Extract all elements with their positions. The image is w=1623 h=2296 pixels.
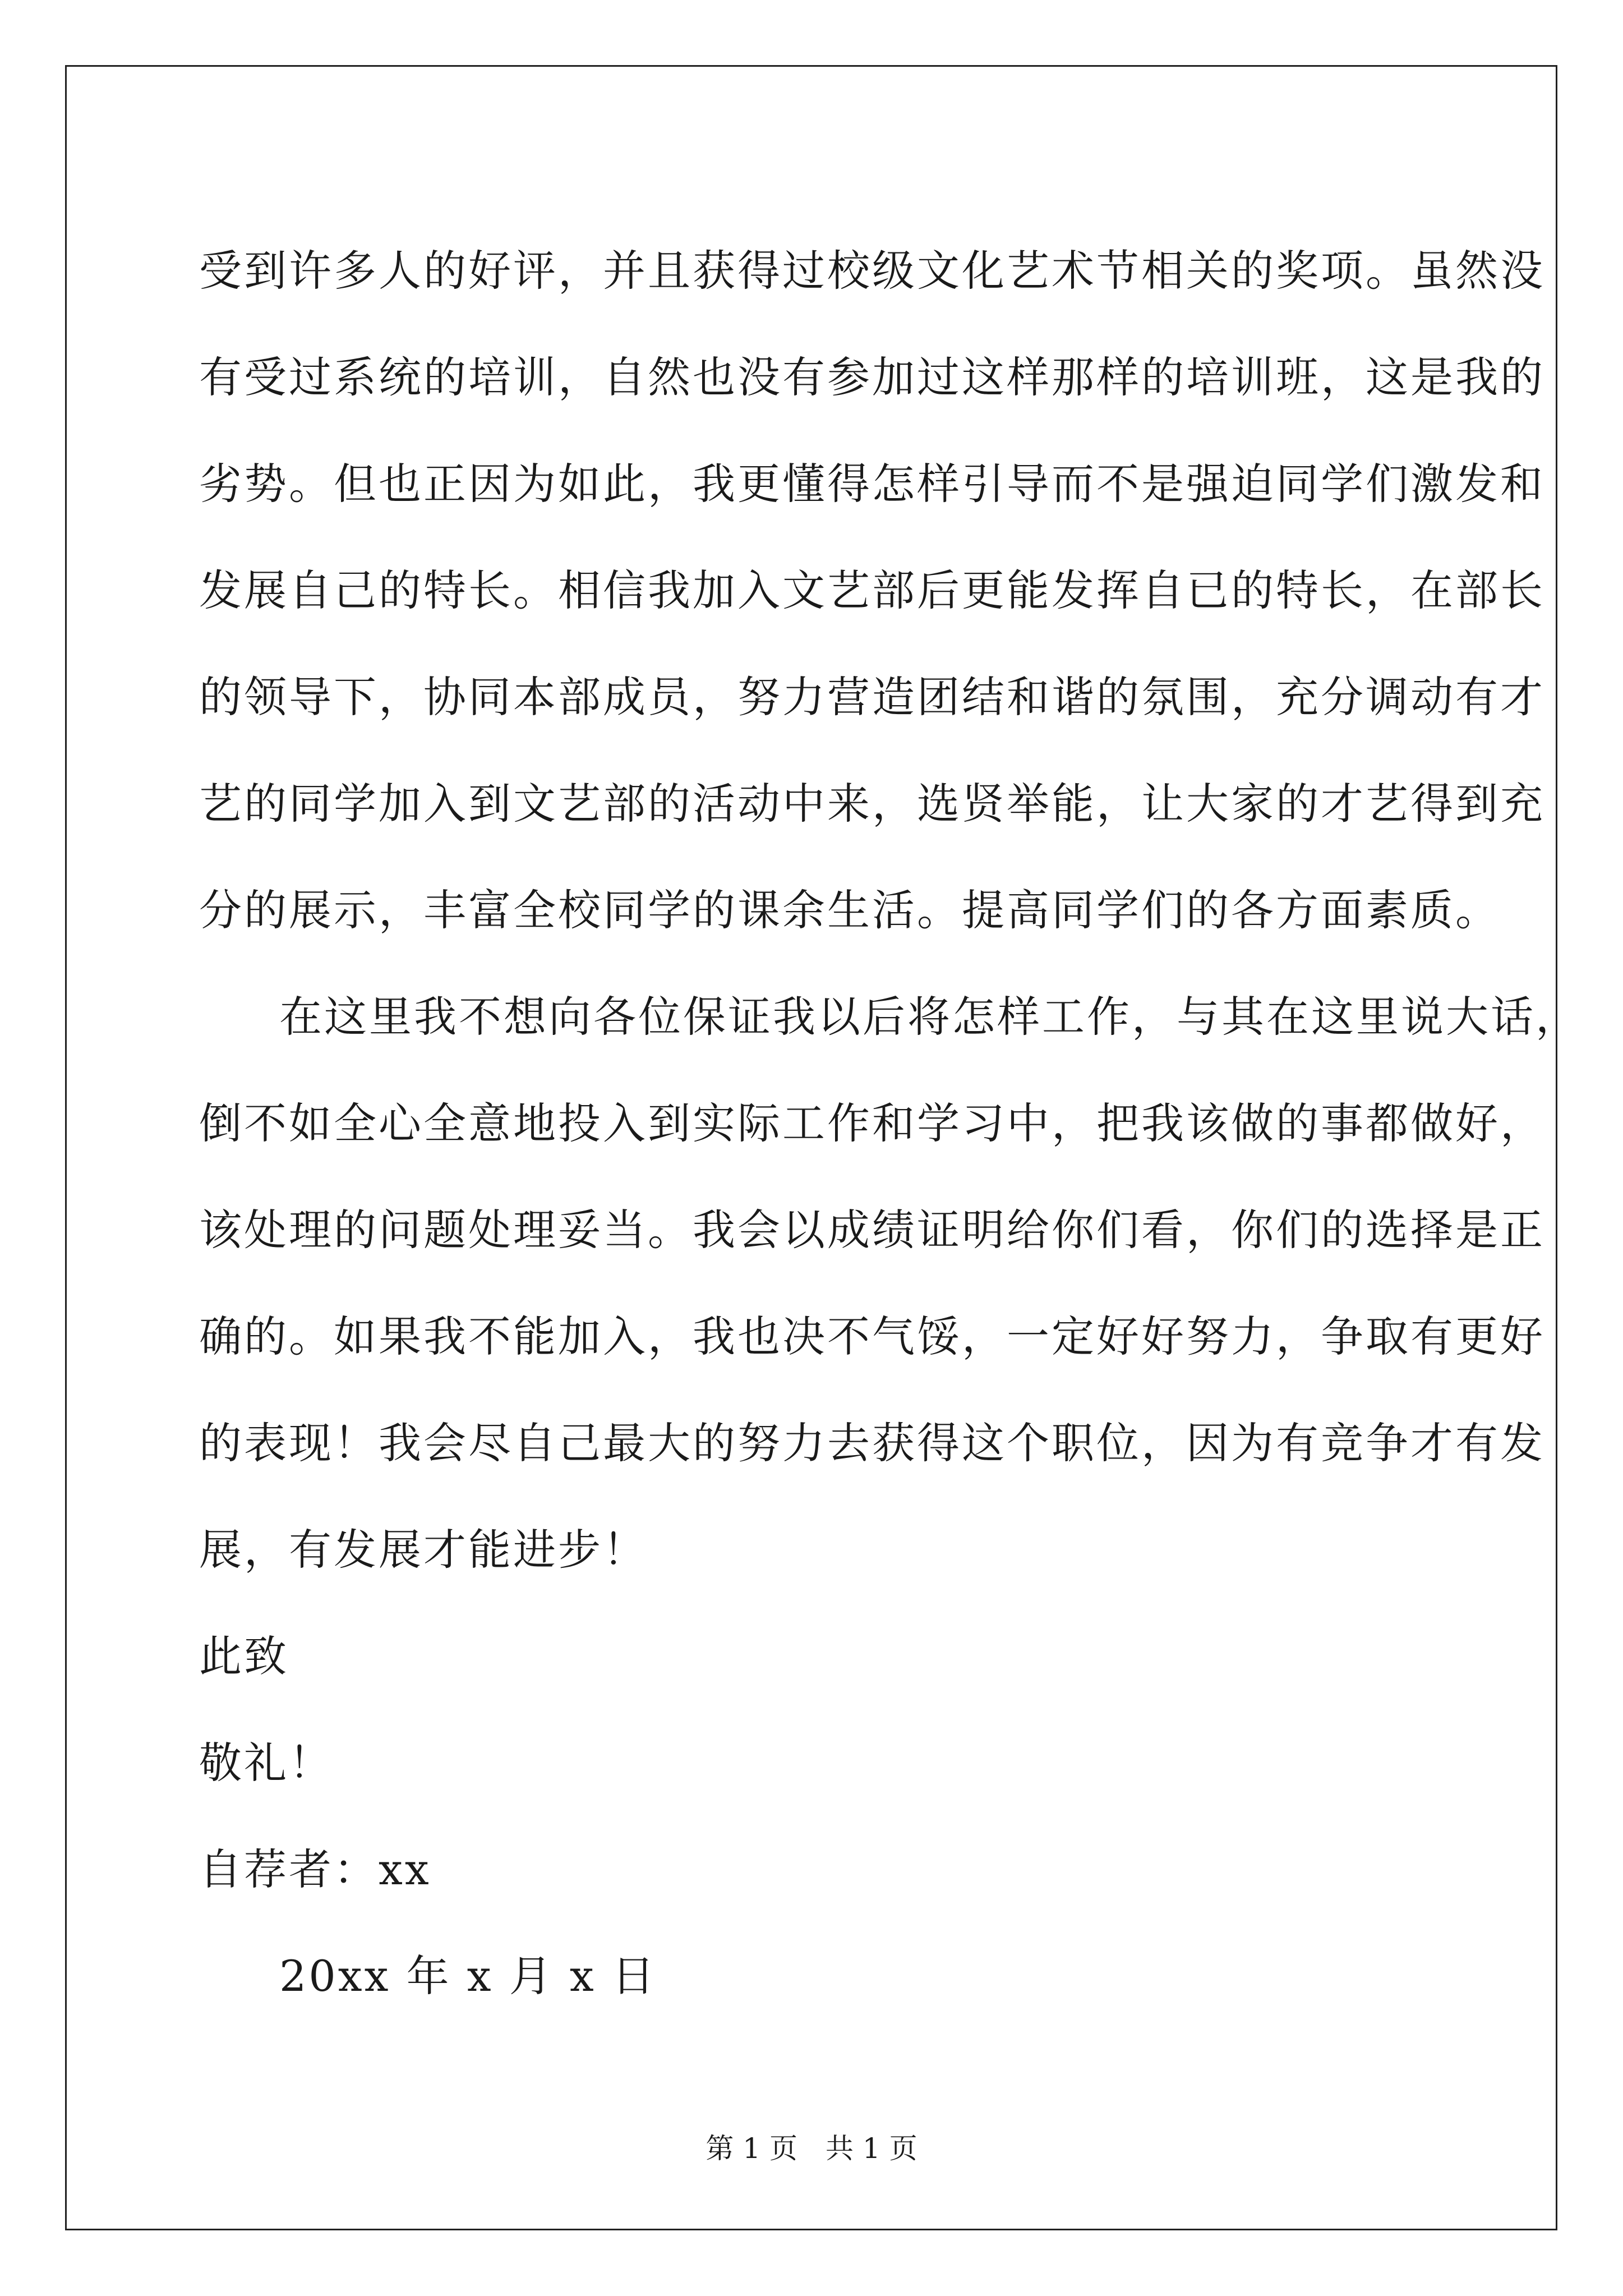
- closing: 此致: [199, 1631, 289, 1681]
- text-line: 发展自己的特长。相信我加入文艺部后更能发挥自已的特长，在部长: [199, 565, 1545, 615]
- text-line: 确的。如果我不能加入，我也决不气馁，一定好好努力，争取有更好: [199, 1312, 1545, 1361]
- text-line: 倒不如全心全意地投入到实际工作和学习中，把我该做的事都做好，: [199, 1098, 1545, 1148]
- text-line: 分的展示，丰富全校同学的课余生活。提高同学们的各方面素质。: [199, 885, 1500, 935]
- salutation: 敬礼！: [199, 1738, 334, 1788]
- text-line: 劣势。但也正因为如此，我更懂得怎样引导而不是强迫同学们激发和: [199, 459, 1545, 509]
- date: 20xx 年 x 月 x 日: [279, 1951, 657, 2001]
- page-footer: [0, 2132, 1623, 2165]
- text-line: 的表现！我会尽自己最大的努力去获得这个职位，因为有竞争才有发: [199, 1418, 1545, 1468]
- text-line-paragraph-start: 在这里我不想向各位保证我以后将怎样工作，与其在这里说大话，: [279, 992, 1580, 1042]
- text-line: 艺的同学加入到文艺部的活动中来，选贤举能，让大家的才艺得到充: [199, 779, 1545, 829]
- document-body: [199, 218, 1580, 2030]
- text-line: 受到许多人的好评，并且获得过校级文化艺术节相关的奖项。虽然没: [199, 246, 1545, 296]
- text-line: 有受过系统的培训，自然也没有参加过这样那样的培训班，这是我的: [199, 352, 1545, 402]
- text-line: 的领导下，协同本部成员，努力营造团结和谐的氛围，充分调动有才: [199, 672, 1545, 722]
- page-number: 第 1 页: [706, 2132, 797, 2165]
- page-total: 共 1 页: [826, 2132, 917, 2165]
- signature: 自荐者：xx: [199, 1844, 431, 1894]
- text-line: 该处理的问题处理妥当。我会以成绩证明给你们看，你们的选择是正: [199, 1205, 1545, 1255]
- text-line: 展，有发展才能进步！: [199, 1525, 648, 1575]
